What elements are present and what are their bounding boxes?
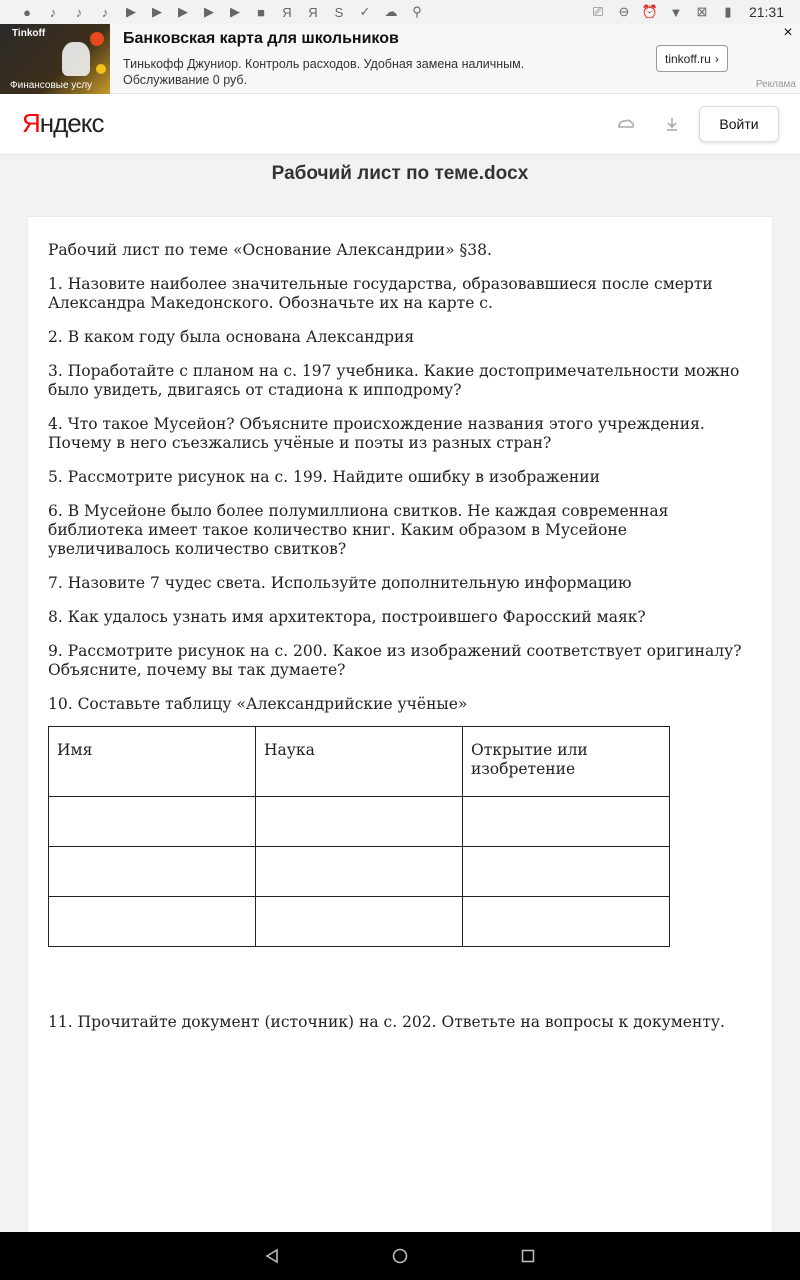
question-11: 11. Прочитайте документ (источник) на с. 202. Ответьте на вопросы к документу.	[48, 1013, 725, 1031]
question-8: 8. Как удалось узнать имя архитектора, построившего Фаросский маяк?	[48, 608, 646, 626]
question-10: 10. Составьте таблицу «Александрийские учёные»	[48, 695, 468, 713]
question-7: 7. Назовите 7 чудес света. Используйте дополнительную информацию	[48, 574, 632, 592]
file-title: Рабочий лист по теме.docx	[271, 163, 529, 184]
ad-description: Тинькофф Джуниор. Контроль расходов. Удобная замена наличным. Обслуживание 0 руб.	[123, 57, 525, 87]
question-5: 5. Рассмотрите рисунок на с. 199. Найдите ошибку в изображении	[48, 468, 600, 486]
question-4: 4. Что такое Мусейон? Объясните происхождение названия этого учреждения. Почему в него съезжались учёные и поэты из разных стран?	[48, 415, 705, 452]
table-cell	[463, 897, 670, 947]
ad-image[interactable]	[0, 24, 110, 94]
table-cell	[256, 797, 463, 847]
check-icon: ✓	[359, 4, 371, 19]
tiktok-icon: ♪	[75, 4, 83, 20]
table-header-row	[49, 727, 670, 797]
save-to-disk-icon[interactable]	[616, 114, 636, 134]
document-intro: Рабочий лист по теме «Основание Александрии» §38.	[48, 241, 492, 259]
chat-icon: ●	[23, 4, 31, 20]
download-icon[interactable]	[662, 114, 682, 134]
navigation-bar	[0, 1232, 800, 1280]
status-bar	[0, 0, 800, 24]
notification-icons	[18, 3, 426, 21]
tiktok-icon: ♪	[49, 4, 57, 20]
table-cell	[256, 847, 463, 897]
horse-icon	[62, 42, 90, 76]
youtube-icon: ▶	[178, 4, 188, 19]
question-3: 3. Поработайте с планом на с. 197 учебника. Какие достопримечательности можно было увидеть, двигаясь от стадиона к ипподрому?	[48, 362, 740, 399]
alarm-icon: ⏰	[641, 4, 659, 19]
s-icon: S	[334, 4, 344, 20]
chevron-right-icon: ›	[714, 51, 719, 66]
login-button[interactable]: Войти	[699, 106, 779, 142]
youtube-icon: ▶	[152, 4, 162, 19]
ad-image-caption: Финансовые услу	[10, 80, 93, 91]
dnd-icon: ⊖	[618, 4, 630, 19]
scientists-table	[48, 726, 670, 947]
yandex-icon: Я	[282, 4, 292, 20]
decor-icon	[96, 64, 106, 74]
wifi-icon: ▼	[669, 4, 683, 20]
clock: 21:31	[748, 4, 784, 20]
question-9: 9. Рассмотрите рисунок на с. 200. Какое из изображений соответствует оригиналу? Объясните, почему вы так думаете?	[48, 642, 742, 679]
ad-link-button[interactable]	[656, 45, 728, 72]
table-row	[49, 847, 670, 897]
document-page	[28, 217, 772, 1237]
document-content	[48, 241, 752, 1047]
battery-icon: ▮	[724, 4, 732, 19]
yandex-logo[interactable]: Яндекс	[22, 108, 104, 138]
table-cell	[49, 897, 256, 947]
table-cell	[49, 847, 256, 897]
decor-icon	[90, 32, 104, 46]
table-cell	[463, 797, 670, 847]
youtube-icon: ▶	[230, 4, 240, 19]
cast-icon: ⎚	[592, 4, 604, 19]
youtube-icon: ▶	[126, 4, 136, 19]
back-icon[interactable]	[260, 1244, 284, 1268]
recents-icon[interactable]	[516, 1244, 540, 1268]
table-header-cell: Наука	[256, 727, 463, 797]
ad-link-label: tinkoff.ru	[665, 51, 711, 66]
table-row	[49, 797, 670, 847]
table-cell	[463, 847, 670, 897]
ad-title[interactable]: Банковская карта для школьников	[123, 30, 399, 47]
app-header	[0, 94, 800, 155]
search-icon: ⚲	[412, 4, 422, 19]
table-header-cell: Имя	[49, 727, 256, 797]
question-6: 6. В Мусейоне было более полумиллиона свитков. Не каждая современная библиотека имеет такое количество книг. Каким образом в Мусейоне увеличивалось количество свитков?	[48, 502, 669, 558]
table-row	[49, 897, 670, 947]
question-2: 2. В каком году была основана Александрия	[48, 328, 415, 346]
yandex-icon: Я	[308, 4, 318, 20]
question-1: 1. Назовите наиболее значительные государства, образовавшиеся после смерти Александра Македонского. Обозначьте их на карте с.	[48, 275, 713, 312]
cloud-icon: ☁	[384, 4, 398, 19]
ad-image-brand: Tinkoff	[12, 28, 46, 39]
youtube-icon: ▶	[204, 4, 214, 19]
table-header-cell: Открытие или изобретение	[463, 727, 670, 797]
home-icon[interactable]	[388, 1244, 412, 1268]
ad-label: Реклама	[755, 79, 796, 90]
ad-banner[interactable]	[0, 24, 800, 94]
table-cell	[49, 797, 256, 847]
video-icon: ■	[257, 4, 265, 20]
no-sim-icon: ⊠	[696, 4, 708, 19]
tiktok-icon: ♪	[101, 4, 109, 20]
close-icon[interactable]: ×	[783, 24, 793, 41]
table-cell	[256, 897, 463, 947]
system-icons	[589, 3, 784, 21]
